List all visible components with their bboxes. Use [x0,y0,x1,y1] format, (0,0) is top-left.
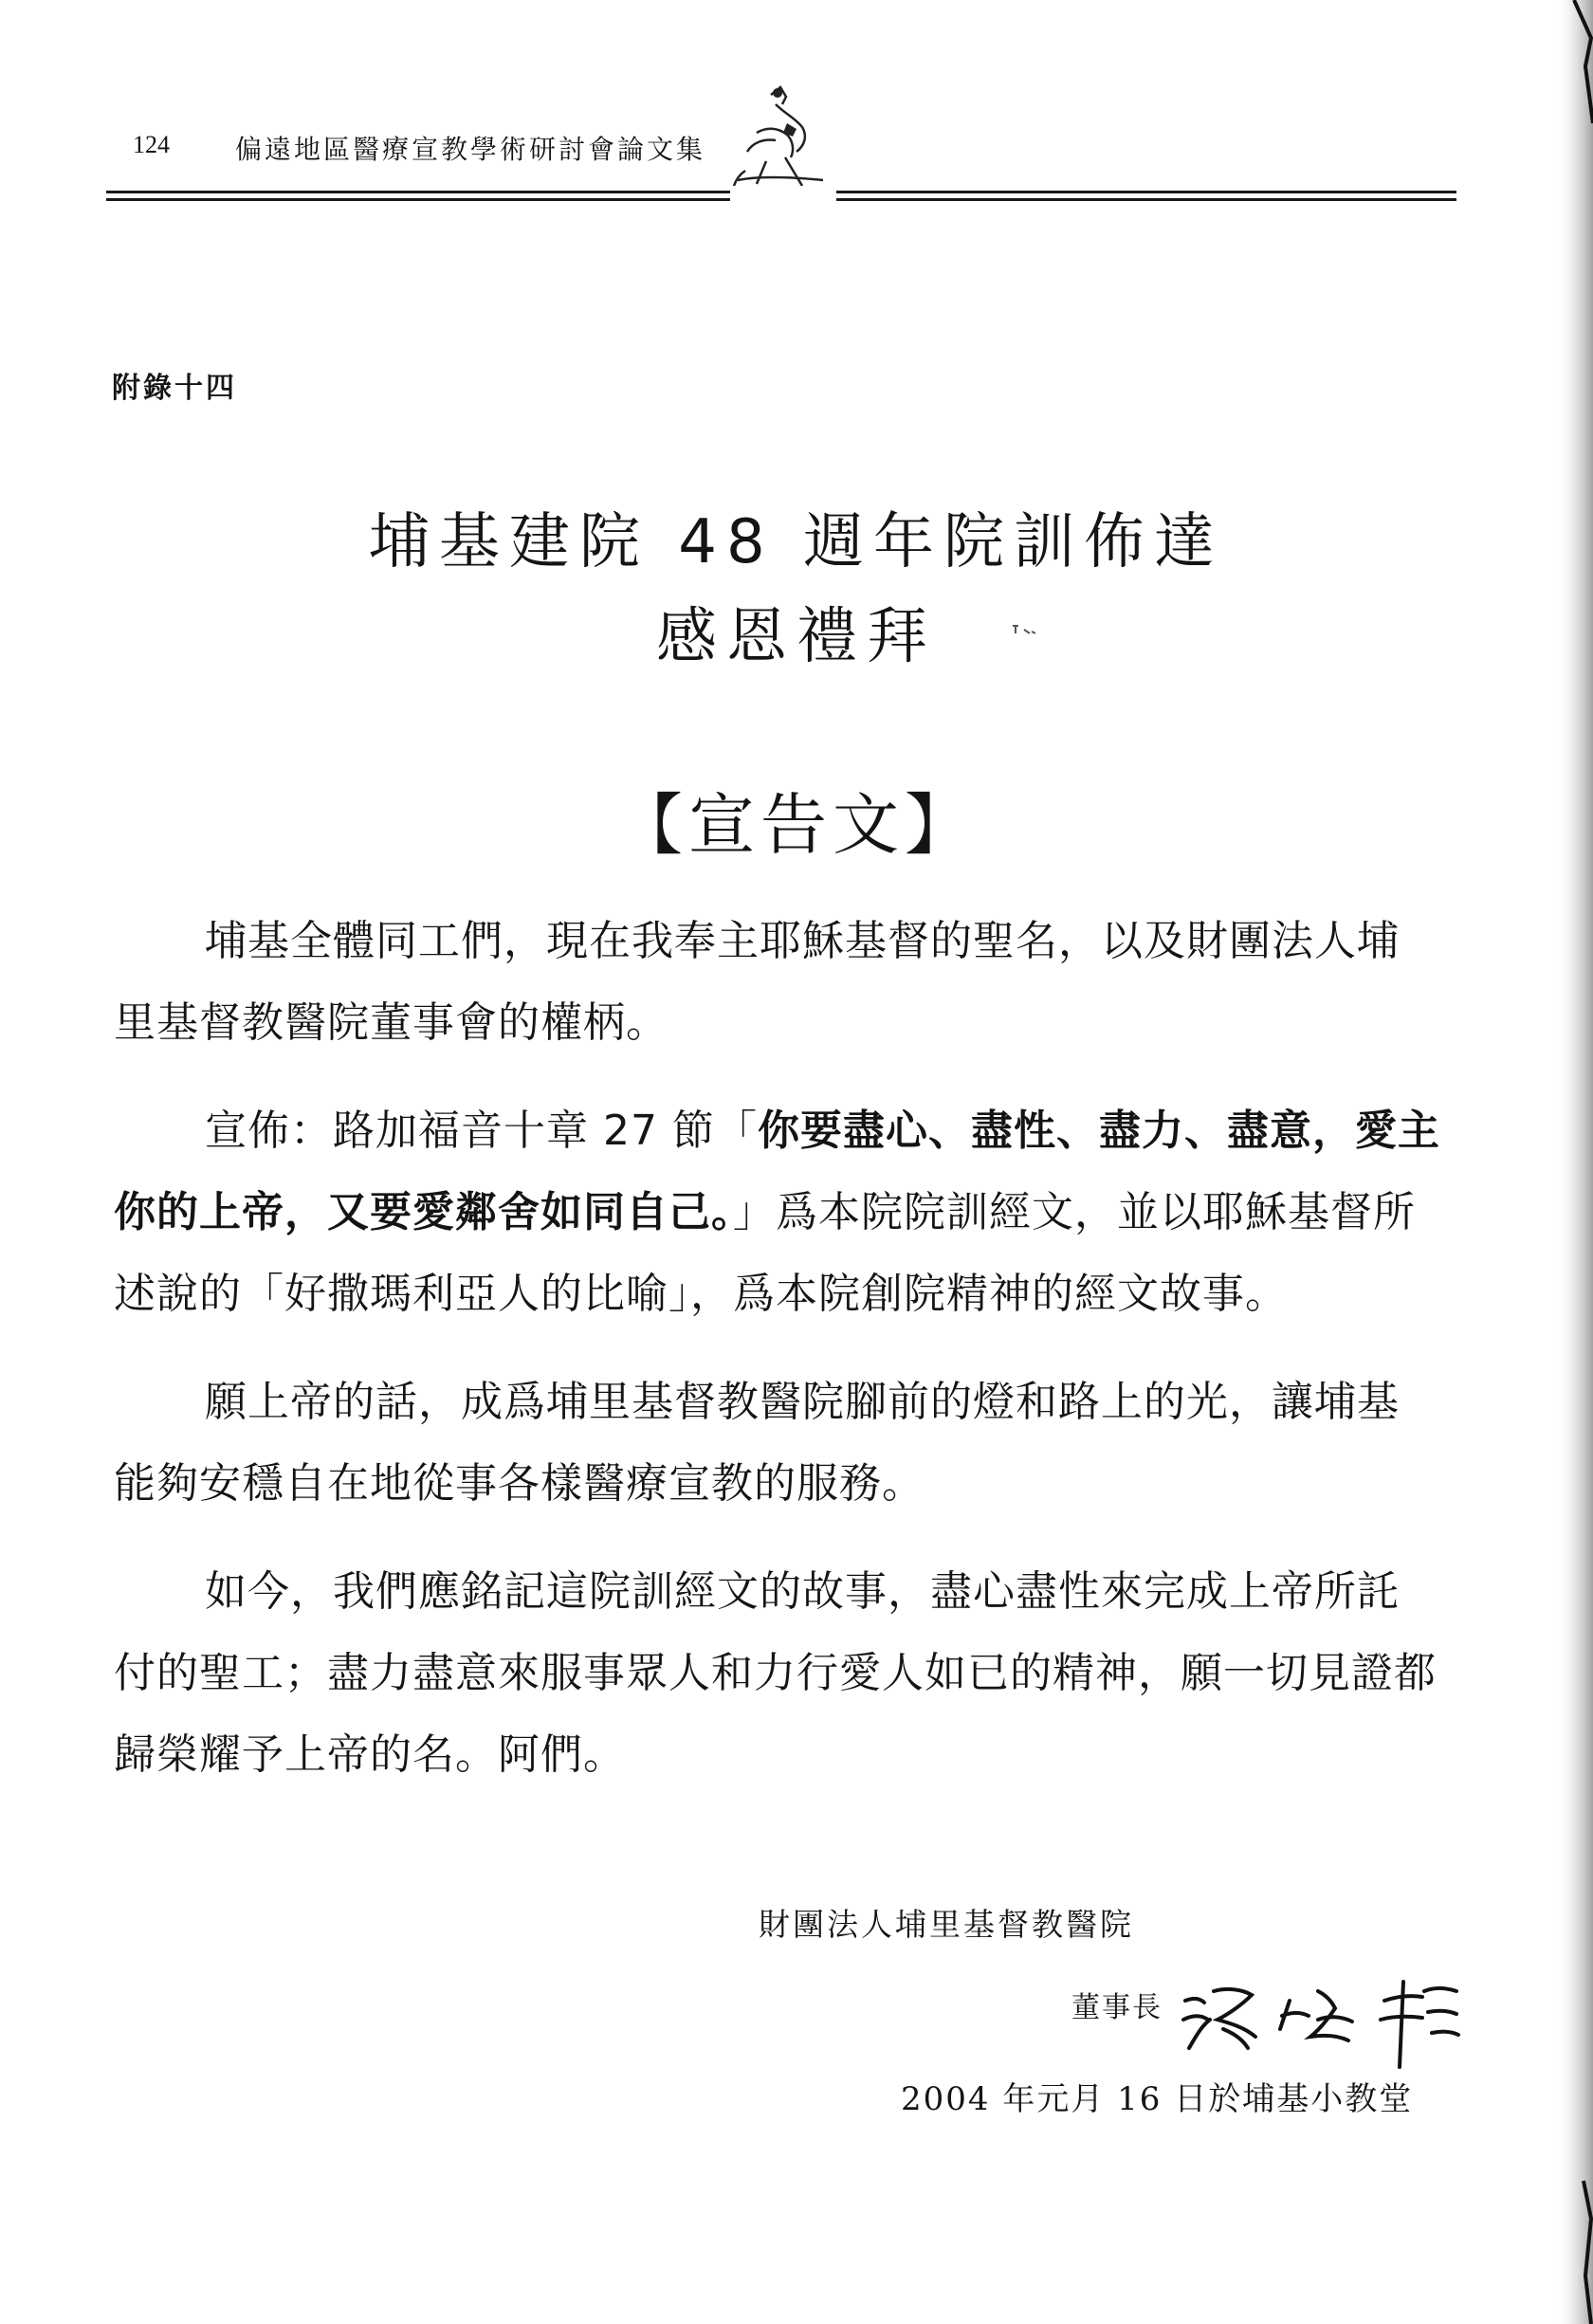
chair-title: 董事長 [1071,1991,1163,2024]
title-line-2: 感恩禮拜 [656,602,937,672]
handwritten-signature [1176,1963,1479,2077]
section-heading: 【宣告文】 [616,786,977,864]
scan-shadow-edge [1555,0,1593,2324]
page-number: 124 [133,131,170,158]
paragraph-4: 如今，我們應銘記這院訓經文的故事，盡心盡性來完成上帝所託付的聖工；盡力盡意來服事眾人和力行愛人如已的精神，願一切見證都歸榮耀予上帝的名。阿們。 [114,1567,1437,1779]
header-rule-gap [730,186,836,205]
paragraph-2-lead: 宣佈：路加福音十章 27 節「 [205,1107,758,1155]
scan-mark-icon [1009,620,1047,639]
title-line-1: 埔基建院 48 週年院訓佈達 [368,507,1225,577]
paragraph-2 [114,1090,1441,1335]
paragraph-1: 埔基全體同工們，現在我奉主耶穌基督的聖名，以及財團法人埔里基督教醫院董事會的權柄。 [114,917,1400,1047]
paragraph-3: 願上帝的話，成爲埔里基督教醫院腳前的燈和路上的光，讓埔基能夠安穩自在地從事各樣醫療宣教的服務。 [114,1378,1400,1508]
appendix-label: 附錄十四 [112,372,237,405]
date-and-place: 2004 年元月 16 日於埔基小教堂 [901,2080,1414,2118]
paragraph-2-tail: 」爲本院院訓經文，並以耶穌基督所述說的「好撒瑪利亞人的比喻」，爲本院創院精神的經文故事。 [114,1188,1416,1318]
horse-rider-logo-icon [719,76,842,199]
running-head: 偏遠地區醫療宣教學術研討會論文集 [235,134,706,165]
declaration-body [114,901,1441,1822]
scripture-quote: 你要盡心、盡性、盡力、盡意，愛主你的上帝，又要愛鄰舍如同自己。 [114,1107,1440,1236]
organization-name: 財團法人埔里基督教醫院 [759,1906,1134,1943]
